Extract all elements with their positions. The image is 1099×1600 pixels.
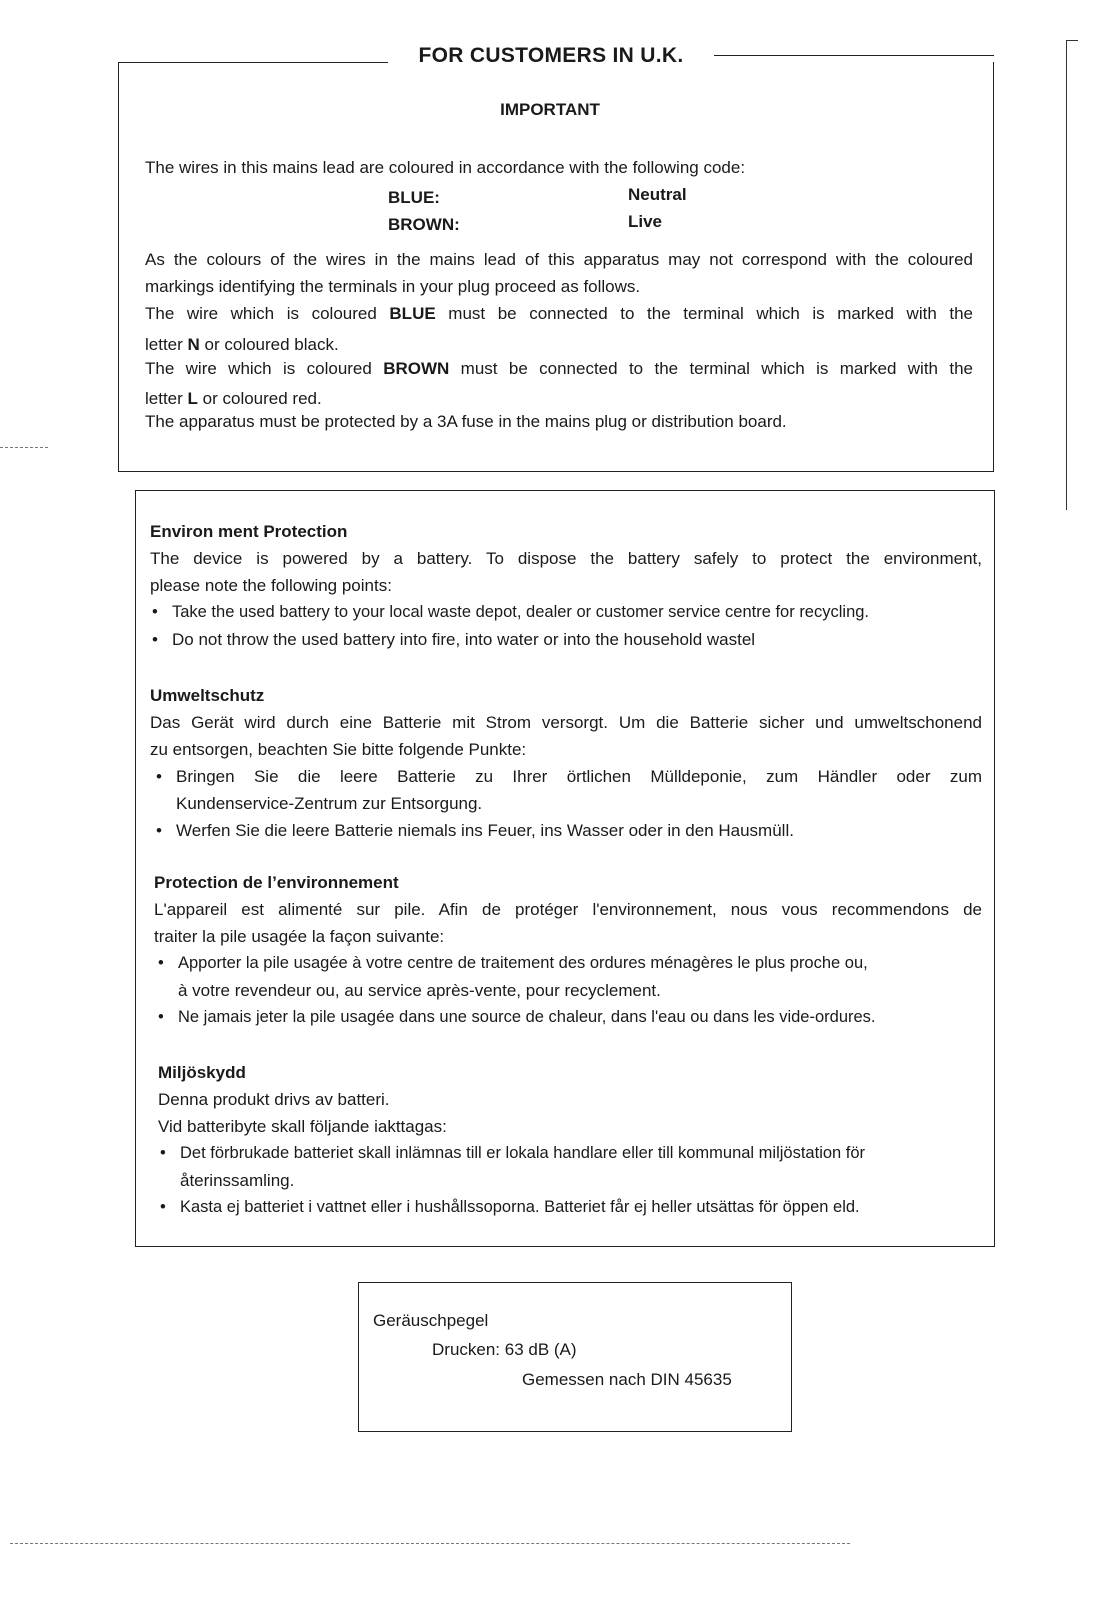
text-run: must be connected to the terminal which is marked with the [449, 359, 973, 378]
section-heading: Protection de l’environnement [154, 873, 399, 892]
text-run: or coloured black. [199, 335, 339, 354]
section-heading: Environ ment Protection [150, 522, 348, 541]
list-item: • Det förbrukade batteriet skall inlämnas till er lokala handlare eller till kommunal miljöstation för [158, 1140, 982, 1167]
paragraph-line: L'appareil est alimenté sur pile. Afin de protéger l'environnement, nous vous recommendons de [154, 900, 982, 919]
environment-section-sv [150, 1060, 982, 1221]
crop-mark [1066, 40, 1079, 510]
paragraph-line: markings identifying the terminals in your plug proceed as follows. [145, 277, 641, 296]
paragraph-line [145, 331, 339, 358]
paragraph-line: zu entsorgen, beachten Sie bitte folgende Punkte: [150, 740, 527, 759]
section-heading: Umweltschutz [150, 686, 265, 705]
paragraph-line: Denna produkt drivs av batteri. [158, 1090, 390, 1109]
paragraph-line: The apparatus must be protected by a 3A fuse in the mains plug or distribution board. [145, 412, 787, 431]
list-item: • Ne jamais jeter la pile usagée dans une source de chaleur, dans l'eau ou dans les vide-ordures. [156, 1004, 982, 1031]
paragraph-line [145, 300, 973, 327]
paragraph-line: please note the following points: [150, 576, 392, 595]
wire-code-brown-meaning: Live [628, 212, 663, 231]
wire-code-brown-color: BROWN: [388, 215, 460, 234]
uk-notice-title: FOR CUSTOMERS IN U.K. [418, 44, 684, 67]
wire-code-blue-meaning: Neutral [628, 185, 687, 204]
text-run-bold: BLUE [389, 304, 436, 323]
environment-section-en [150, 519, 982, 653]
text-run: must be connected to the terminal which is marked with the [435, 304, 974, 323]
text-run: letter [145, 389, 188, 408]
list-item: • Apporter la pile usagée à votre centre de traitement des ordures ménagères le plus proche ou, [156, 950, 982, 977]
list-item: • Do not throw the used battery into fire, into water or into the household wastel [150, 626, 982, 653]
noise-value: Drucken: 63 dB (A) [432, 1340, 577, 1359]
list-item: • Werfen Sie die leere Batterie niemals ins Feuer, ins Wasser oder in den Hausmüll. [154, 817, 982, 844]
paragraph-line: Das Gerät wird durch eine Batterie mit Strom versorgt. Um die Batterie sicher und umweltschonend [150, 713, 982, 732]
uk-box-top-border-right [714, 55, 994, 56]
noise-method: Gemessen nach DIN 45635 [522, 1370, 732, 1389]
text-run-bold: BROWN [383, 359, 450, 378]
wire-code-intro: The wires in this mains lead are coloured in accordance with the following code: [145, 158, 746, 177]
environment-section-fr [150, 870, 982, 1031]
text-run: The wire which is coloured [145, 304, 390, 323]
paragraph-line: The device is powered by a battery. To dispose the battery safely to protect the environment, [150, 549, 982, 568]
list-item-continuation: à votre revendeur ou, au service après-vente, pour recyclement. [178, 981, 661, 1000]
noise-label: Geräuschpegel [373, 1311, 489, 1330]
text-run: letter [145, 335, 188, 354]
important-label: IMPORTANT [500, 100, 600, 119]
environment-section-de [150, 683, 982, 844]
list-item: • Bringen Sie die leere Batterie zu Ihrer örtlichen Mülldeponie, zum Händler oder zum [154, 763, 982, 790]
scan-artifact [10, 1543, 850, 1544]
wire-code-blue-color: BLUE: [388, 188, 440, 207]
scan-artifact [0, 447, 48, 448]
list-item: • Kasta ej batteriet i vattnet eller i hushållssoporna. Batteriet får ej heller utsättas för öppen eld. [158, 1194, 982, 1221]
text-run-bold: N [187, 335, 200, 354]
paragraph-line: traiter la pile usagée la façon suivante: [154, 927, 445, 946]
paragraph-line: Vid batteribyte skall följande iakttagas: [158, 1117, 447, 1136]
text-run: or coloured red. [197, 389, 322, 408]
text-run: The wire which is coloured [145, 359, 384, 378]
list-item-continuation: Kundenservice-Zentrum zur Entsorgung. [176, 794, 483, 813]
paragraph-line: As the colours of the wires in the mains lead of this apparatus may not correspond with the coloured [145, 250, 973, 269]
text-run-bold: L [187, 389, 198, 408]
list-item-continuation: återinssamling. [180, 1171, 295, 1190]
uk-box-top-border-left [118, 62, 388, 63]
paragraph-line [145, 355, 973, 382]
list-item: • Take the used battery to your local waste depot, dealer or customer service centre for recycling. [150, 599, 982, 626]
section-heading: Miljöskydd [158, 1063, 246, 1082]
